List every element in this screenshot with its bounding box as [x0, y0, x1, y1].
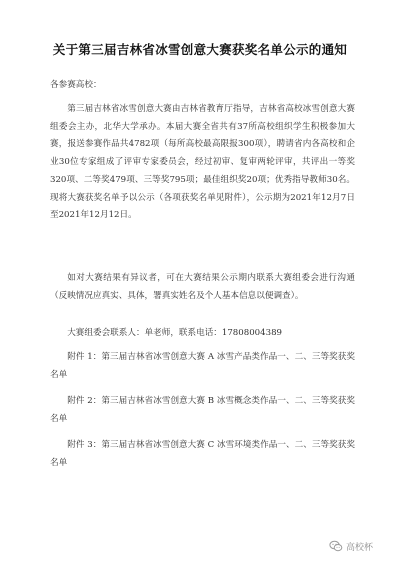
page-title: 关于第三届吉林省冰雪创意大赛获奖名单公示的通知 [52, 42, 348, 57]
attachment-3: 附件 3：第三届吉林省冰雪创意大赛 C 冰雪环境类作品一、二、三等奖获奖名单 [50, 440, 355, 468]
body-paragraph-2: 如对大赛结果有异议者，可在大赛结果公示期内联系大赛组委会进行沟通（反映情况应真实、具体，署真实姓名及个人基本信息以便调查）。 [50, 273, 355, 301]
wechat-icon [329, 539, 343, 553]
body-paragraph-1: 第三届吉林省冰雪创意大赛由吉林省教育厅指导，吉林省高校冰雪创意大赛组委会主办，北华大学承办。本届大赛全省共有37所高校组织学生积极参加大赛，报送参赛作品共4782项（每所高校最高限报300项），聘请省内各高校和企业30位专家组成了评审专家委员会，经过初审、复审两轮评审，共评出一等奖320项、二等奖479项、三等奖795项；最佳组织奖20项；优秀指导教师30名。现将大赛获奖名单予以公示（各项获奖名单见附件），公示期为2021年12月7日至2021年12月12日。 [50, 104, 355, 221]
salutation: 各参赛高校： [50, 80, 102, 90]
contact-line: 大赛组委会联系人：单老师，联系电话：17808004389 [67, 328, 283, 338]
attachment-1: 附件 1：第三届吉林省冰雪创意大赛 A 冰雪产品类作品一、二、三等奖获奖名单 [50, 352, 355, 380]
watermark [329, 538, 373, 554]
attachment-2: 附件 2：第三届吉林省冰雪创意大赛 B 冰雪概念类作品一、二、三等奖获奖名单 [50, 396, 355, 424]
watermark-text: 高校杯 [346, 542, 374, 553]
